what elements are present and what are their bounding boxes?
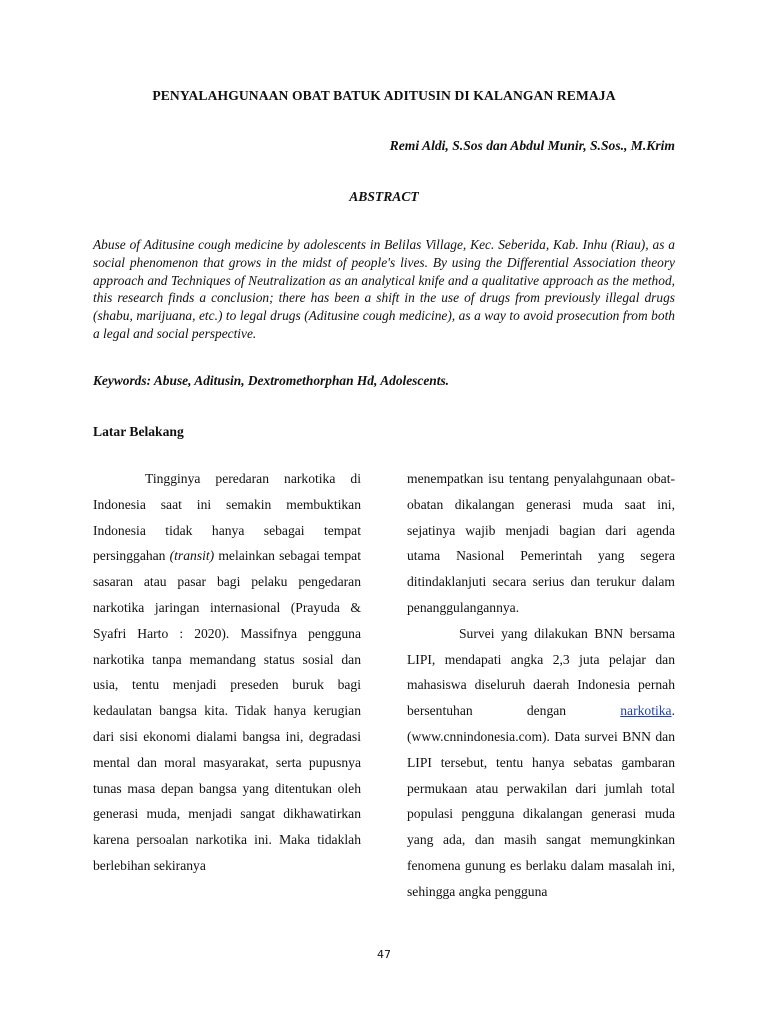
right-column bbox=[407, 466, 675, 905]
left-column bbox=[93, 466, 361, 879]
left-p1-italic: (transit) bbox=[169, 548, 215, 564]
right-p2-text-b: . (www.cnnindonesia.com). Data survei BNN dan LIPI tersebut, tentu hanya sebatas gambaran permukaan atau perwakilan dari jumlah total populasi pengguna dikalangan generasi muda yang ada, dan masih sangat memungkinkan fenomena gunung es berlaku dalam masalah ini, sehingga angka pengguna bbox=[407, 703, 675, 899]
abstract-body: Abuse of Aditusine cough medicine by adolescents in Belilas Village, Kec. Seberida, Kab. Inhu (Riau), as a social phenomenon that grows in the midst of people's lives. By using the Differential Association theory approach and Techniques of Neutralization as an analytical knife and a qualitative approach as the method, this research finds a conclusion; there has been a shift in the use of drugs from previously illegal drugs (shabu, marijuana, etc.) to legal drugs (Aditusine cough medicine), as a way to avoid prosecution from both a legal and social perspective. bbox=[93, 237, 675, 341]
keywords: Keywords: Abuse, Aditusin, Dextromethorphan Hd, Adolescents. bbox=[93, 373, 450, 388]
right-paragraph-2 bbox=[407, 621, 675, 905]
left-p1-text-a: Tingginya peredaran narkotika di Indonesia saat ini semakin membuktikan Indonesia tidak hanya sebagai tempat persinggahan bbox=[93, 471, 361, 564]
narkotika-link[interactable]: narkotika bbox=[620, 703, 672, 719]
right-p2-text-a: Survei yang dilakukan BNN bersama LIPI, mendapati angka 2,3 juta pelajar dan mahasiswa diseluruh daerah Indonesia pernah bersentuhan dengan bbox=[407, 625, 675, 719]
paper-title: PENYALAHGUNAAN OBAT BATUK ADITUSIN DI KALANGAN REMAJA bbox=[152, 88, 616, 103]
abstract-heading: ABSTRACT bbox=[349, 189, 419, 204]
left-p1-text-b: melainkan sebagai tempat sasaran atau pasar bagi pelaku pengedaran narkotika jaringan internasional (Prayuda & Syafri Harto : 2020). Massifnya pengguna narkotika tanpa memandang status sosial dan usia, tentu menjadi preseden buruk bagi kedaulatan bangsa kita. Tidak hanya kerugian dari sisi ekonomi dialami bangsa ini, degradasi mental dan moral masyarakat, serta pupusnya tunas masa depan bangsa yang ditentukan oleh generasi muda, menjadi sangat dikhawatirkan karena persoalan narkotika ini. Maka tidaklah berlebihan sekiranya bbox=[93, 548, 361, 873]
page-number: 47 bbox=[377, 948, 391, 961]
authors: Remi Aldi, S.Sos dan Abdul Munir, S.Sos., M.Krim bbox=[389, 138, 675, 153]
right-paragraph-1: menempatkan isu tentang penyalahgunaan obat-obatan dikalangan generasi muda saat ini, sejatinya wajib menjadi bagian dari agenda utama Nasional Pemerintah yang segera ditindaklanjuti secara serius dan terukur dalam penanggulangannya. bbox=[407, 471, 675, 615]
section-heading: Latar Belakang bbox=[93, 424, 184, 439]
left-paragraph-1 bbox=[93, 466, 361, 879]
